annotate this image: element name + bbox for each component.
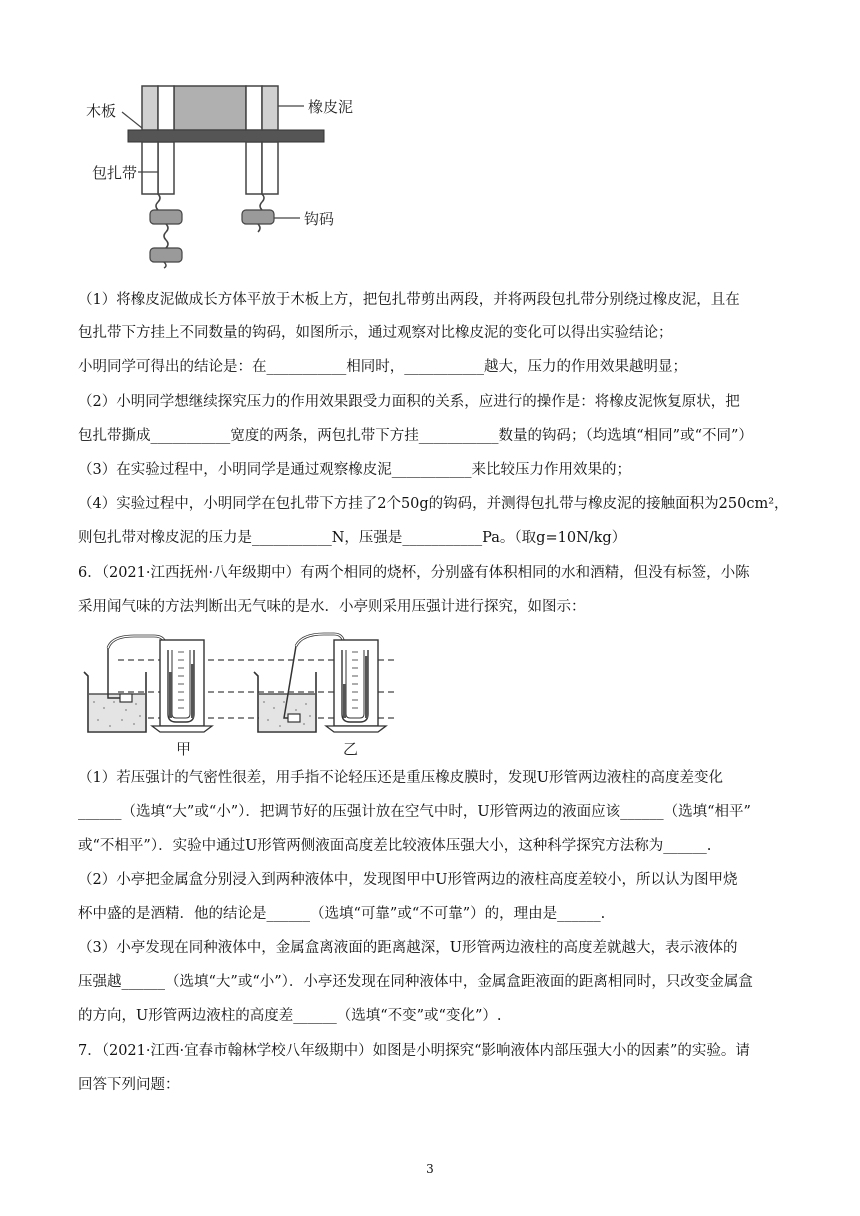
clay-block xyxy=(174,86,246,130)
text-line: 压强越______（选填“大”或“小”）．小亭还发现在同种液体中，金属盒距液面的距离相同时，只改变金属盒 xyxy=(78,974,753,990)
text-line: （3）小亭发现在同种液体中，金属盒离液面的距离越深，U形管两边液柱的高度差就越大，表示液体的 xyxy=(78,940,738,956)
text-line: 采用闻气味的方法判断出无气味的是水．小亭则采用压强计进行探究，如图示： xyxy=(78,599,586,615)
text-line: （2）小明同学想继续探究压力的作用效果跟受力面积的关系，应进行的操作是：将橡皮泥恢复原状，把 xyxy=(78,394,740,410)
label-jia: 甲 xyxy=(176,740,192,758)
right-strap xyxy=(246,142,262,194)
text-line: （4）实验过程中，小明同学在包扎带下方挂了2个50g的钩码，并测得包扎带与橡皮泥的接触面积为250cm²， xyxy=(78,496,789,512)
text-line: ______（选填“大”或“小”）．把调节好的压强计放在空气中时，U形管两边的液面应该______（选填“相平” xyxy=(78,804,751,820)
question-6: 6．（2021·江西抚州·八年级期中）有两个相同的烧杯，分别盛有体积相同的水和酒精，但没有标签，小陈 xyxy=(78,565,750,581)
text-line: 回答下列问题： xyxy=(78,1077,180,1093)
text-line: （3）在实验过程中，小明同学是通过观察橡皮泥___________来比较压力作用效果的； xyxy=(78,462,631,478)
left-strap xyxy=(158,142,174,194)
text-line: 或“不相平”）．实验中通过U形管两侧液面高度差比较液体压强大小，这种科学探究方法称为______. xyxy=(78,838,712,854)
text-line: 的方向，U形管两边液柱的高度差______（选填“不变”或“变化”）. xyxy=(78,1008,502,1024)
text-line: 小明同学可得出的结论是：在___________相同时，___________越大，压力的作用效果越明显； xyxy=(78,359,687,375)
label-yi: 乙 xyxy=(343,740,359,758)
label-board: 木板 xyxy=(86,102,117,120)
text-line: （2）小亭把金属盒分别浸入到两种液体中，发现图甲中U形管两边的液柱高度差较小，所以认为图甲烧 xyxy=(78,872,738,888)
text-line: （1）将橡皮泥做成长方体平放于木板上方，把包扎带剪出两段，并将两段包扎带分别绕过橡皮泥，且在 xyxy=(78,292,740,308)
weight-2 xyxy=(150,248,182,262)
text-line: （1）若压强计的气密性很差，用手指不论轻压还是重压橡皮膜时，发现U形管两边液柱的高度差变化 xyxy=(78,770,723,786)
pressure-gauge-figure xyxy=(78,628,438,760)
board-shape xyxy=(128,130,324,142)
question-7: 7．（2021·江西·宜春市翰林学校八年级期中）如图是小明探究“影响液体内部压强大小的因素”的实验。请 xyxy=(78,1043,750,1059)
weight-1 xyxy=(150,210,182,224)
text-line: 杯中盛的是酒精．他的结论是______（选填“可靠”或“不可靠”）的，理由是______. xyxy=(78,906,606,922)
text-line: 包扎带下方挂上不同数量的钩码，如图所示，通过观察对比橡皮泥的变化可以得出实验结论； xyxy=(78,325,673,341)
text-line: 包扎带撕成___________宽度的两条，两包扎带下方挂___________数量的钩码；（均选填“相同”或“不同”） xyxy=(78,428,753,444)
weight-3 xyxy=(242,210,274,224)
label-weight: 钩码 xyxy=(304,210,335,228)
page-number: 3 xyxy=(426,1162,434,1176)
label-clay: 橡皮泥 xyxy=(308,98,354,116)
label-strap: 包扎带 xyxy=(92,164,138,182)
text-line: 则包扎带对橡皮泥的压力是___________N，压强是___________Pa。（取g=10N/kg） xyxy=(78,530,627,546)
